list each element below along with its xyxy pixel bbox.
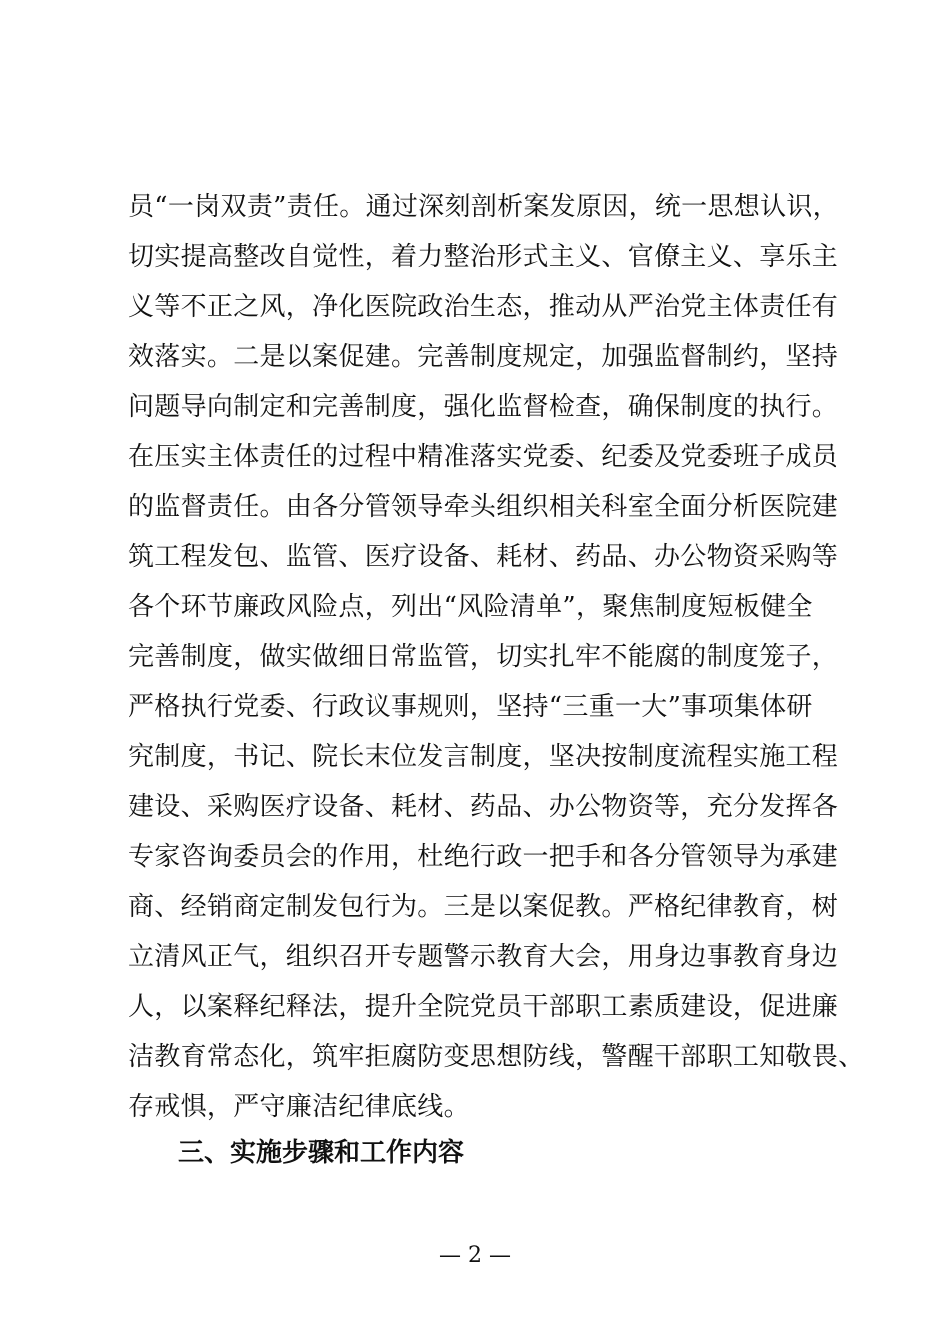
paragraph-line: 员“一岗双责”责任。通过深刻剖析案发原因，统一思想认识， [128,192,839,222]
paragraph-line: 立清风正气，组织召开专题警示教育大会，用身边事教育身边 [128,942,839,972]
paragraph-line: 切实提高整改自觉性，着力整治形式主义、官僚主义、享乐主 [128,242,839,272]
paragraph-line: 义等不正之风，净化医院政治生态，推动从严治党主体责任有 [128,292,839,322]
page-number: — 2 — [439,1243,511,1268]
section-heading: 三、实施步骤和工作内容 [178,1138,465,1168]
paragraph-line: 严格执行党委、行政议事规则，坚持“三重一大”事项集体研 [128,692,813,722]
paragraph-line: 在压实主体责任的过程中精准落实党委、纪委及党委班子成员 [128,442,839,472]
paragraph-line: 专家咨询委员会的作用，杜绝行政一把手和各分管领导为承建 [128,842,839,872]
paragraph-line: 究制度，书记、院长末位发言制度，坚决按制度流程实施工程 [128,742,839,772]
paragraph-line: 问题导向制定和完善制度，强化监督检查，确保制度的执行。 [128,392,839,422]
paragraph-line: 洁教育常态化，筑牢拒腐防变思想防线，警醒干部职工知敬畏、 [128,1042,865,1072]
paragraph-line: 存戒惧，严守廉洁纪律底线。 [128,1092,470,1122]
paragraph-line: 商、经销商定制发包行为。三是以案促教。严格纪律教育，树 [128,892,839,922]
paragraph-line: 人，以案释纪释法，提升全院党员干部职工素质建设，促进廉 [128,992,839,1022]
paragraph-line: 的监督责任。由各分管领导牵头组织相关科室全面分析医院建 [128,492,839,522]
paragraph-line: 效落实。二是以案促建。完善制度规定，加强监督制约，坚持 [128,342,839,372]
paragraph-line: 筑工程发包、监管、医疗设备、耗材、药品、办公物资采购等 [128,542,839,572]
paragraph-line: 建设、采购医疗设备、耗材、药品、办公物资等，充分发挥各 [128,792,839,822]
paragraph-line: 各个环节廉政风险点，列出“风险清单”，聚焦制度短板健全 [128,592,813,622]
paragraph-line: 完善制度，做实做细日常监管，切实扎牢不能腐的制度笼子， [128,642,839,672]
body-paragraph [128,182,865,1132]
